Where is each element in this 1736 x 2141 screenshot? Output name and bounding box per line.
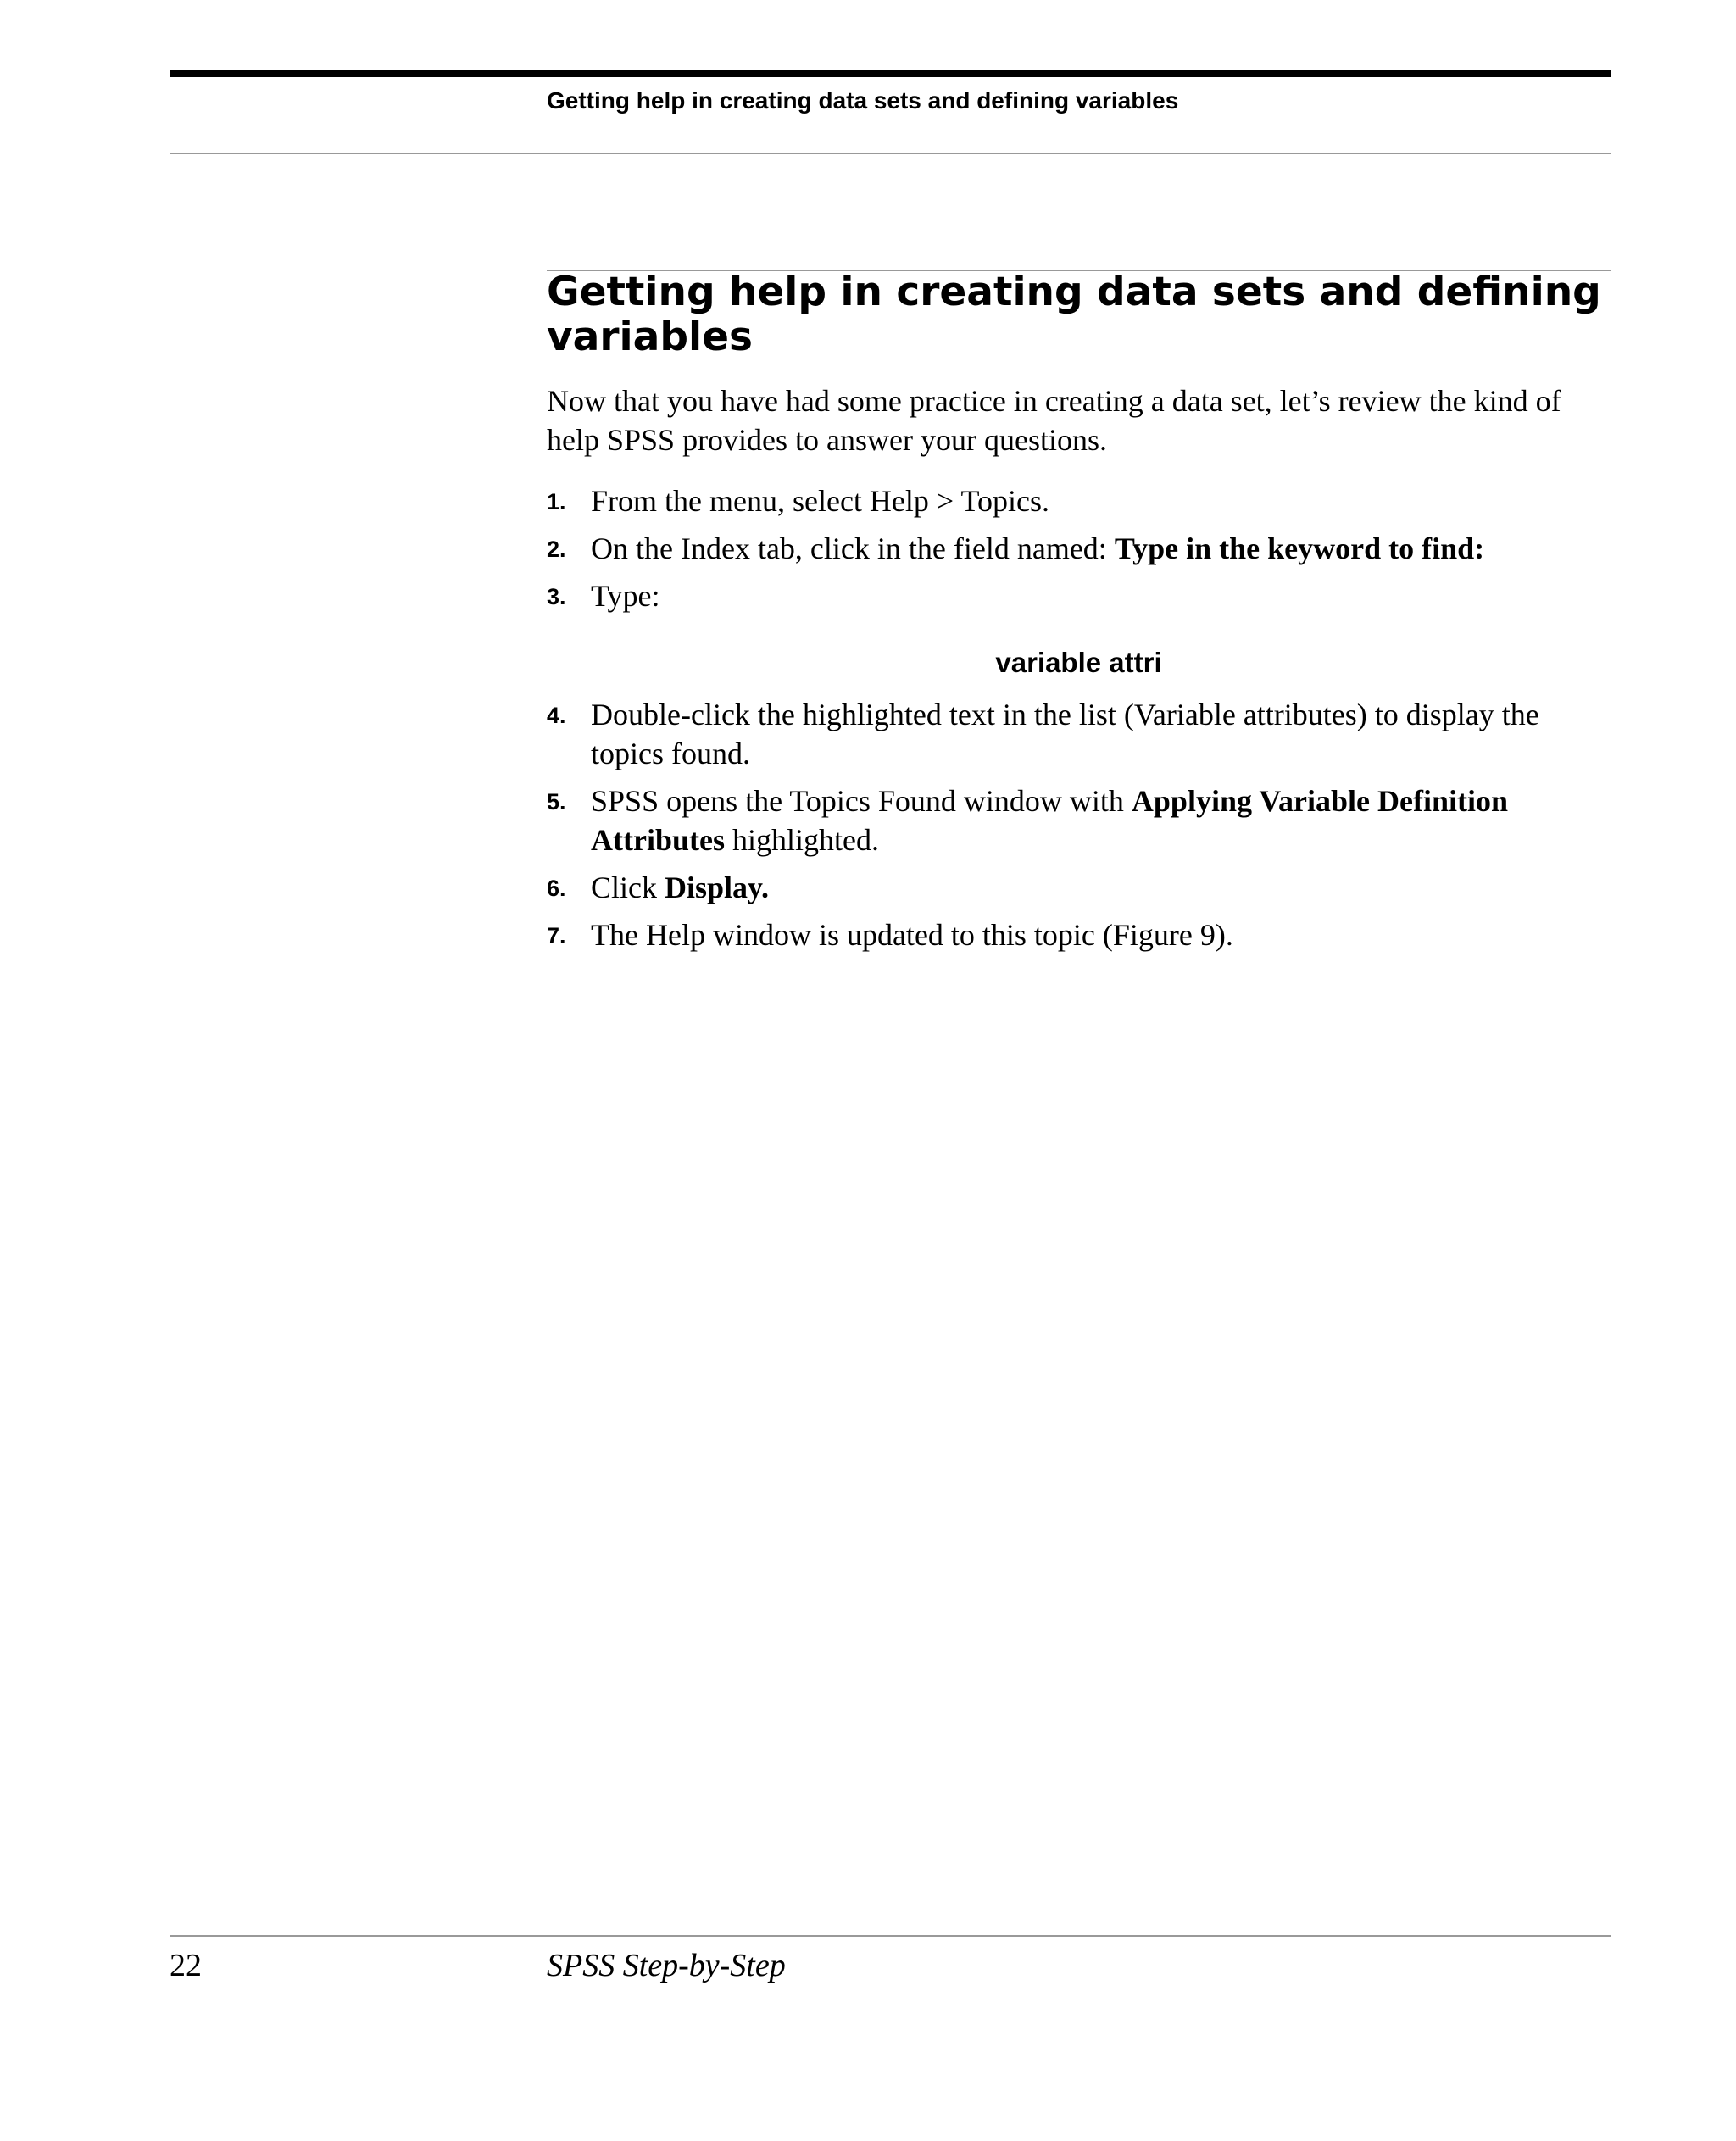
step-text: Double-click the highlighted text in the list (Variable attributes) to display the topics found. (591, 698, 1539, 770)
step-2 (547, 529, 1615, 568)
step-text (591, 781, 1615, 859)
step-number: 5. (547, 789, 566, 815)
typed-keyword: variable attri (995, 647, 1162, 678)
step-number: 3. (547, 584, 566, 609)
step-number: 7. (547, 923, 566, 948)
step-4 (547, 695, 1615, 773)
footer-divider (170, 1935, 1611, 1937)
field-name-bold: Type in the keyword to find: (1114, 531, 1485, 565)
header-divider (170, 153, 1611, 154)
top-rule (170, 70, 1611, 77)
step-text: The Help window is updated to this topic (Figure 9). (591, 918, 1233, 952)
step-text-plain: highlighted. (724, 823, 879, 857)
page-number: 22 (170, 1948, 202, 1983)
running-head: Getting help in creating data sets and defining variables (547, 87, 1179, 114)
step-6 (547, 868, 1615, 907)
section-title: Getting help in creating data sets and defining variables (547, 269, 1601, 360)
step-1 (547, 481, 1615, 520)
button-name-bold: Display. (665, 870, 770, 904)
step-number: 2. (547, 537, 566, 562)
step-text-plain: SPSS opens the Topics Found window with (591, 784, 1132, 818)
step-text-plain: On the Index tab, click in the field named: (591, 531, 1115, 565)
step-text: Type: (591, 579, 660, 613)
step-text: From the menu, select Help > Topics. (591, 484, 1050, 518)
step-3 (547, 576, 1615, 615)
step-number: 1. (547, 489, 566, 514)
step-5 (547, 781, 1615, 859)
topic-name-bold: Applying Variable Definition Attributes (591, 784, 1508, 857)
step-text (591, 868, 1615, 907)
book-title: SPSS Step-by-Step (547, 1948, 786, 1983)
step-7 (547, 915, 1615, 954)
step-number: 6. (547, 876, 566, 901)
intro-paragraph: Now that you have had some practice in creating a data set, let’s review the kind of help SPSS provides to answer your questions. (547, 384, 1561, 457)
step-number: 4. (547, 703, 566, 728)
step-text (591, 529, 1615, 568)
step-text-plain: Click (591, 870, 665, 904)
